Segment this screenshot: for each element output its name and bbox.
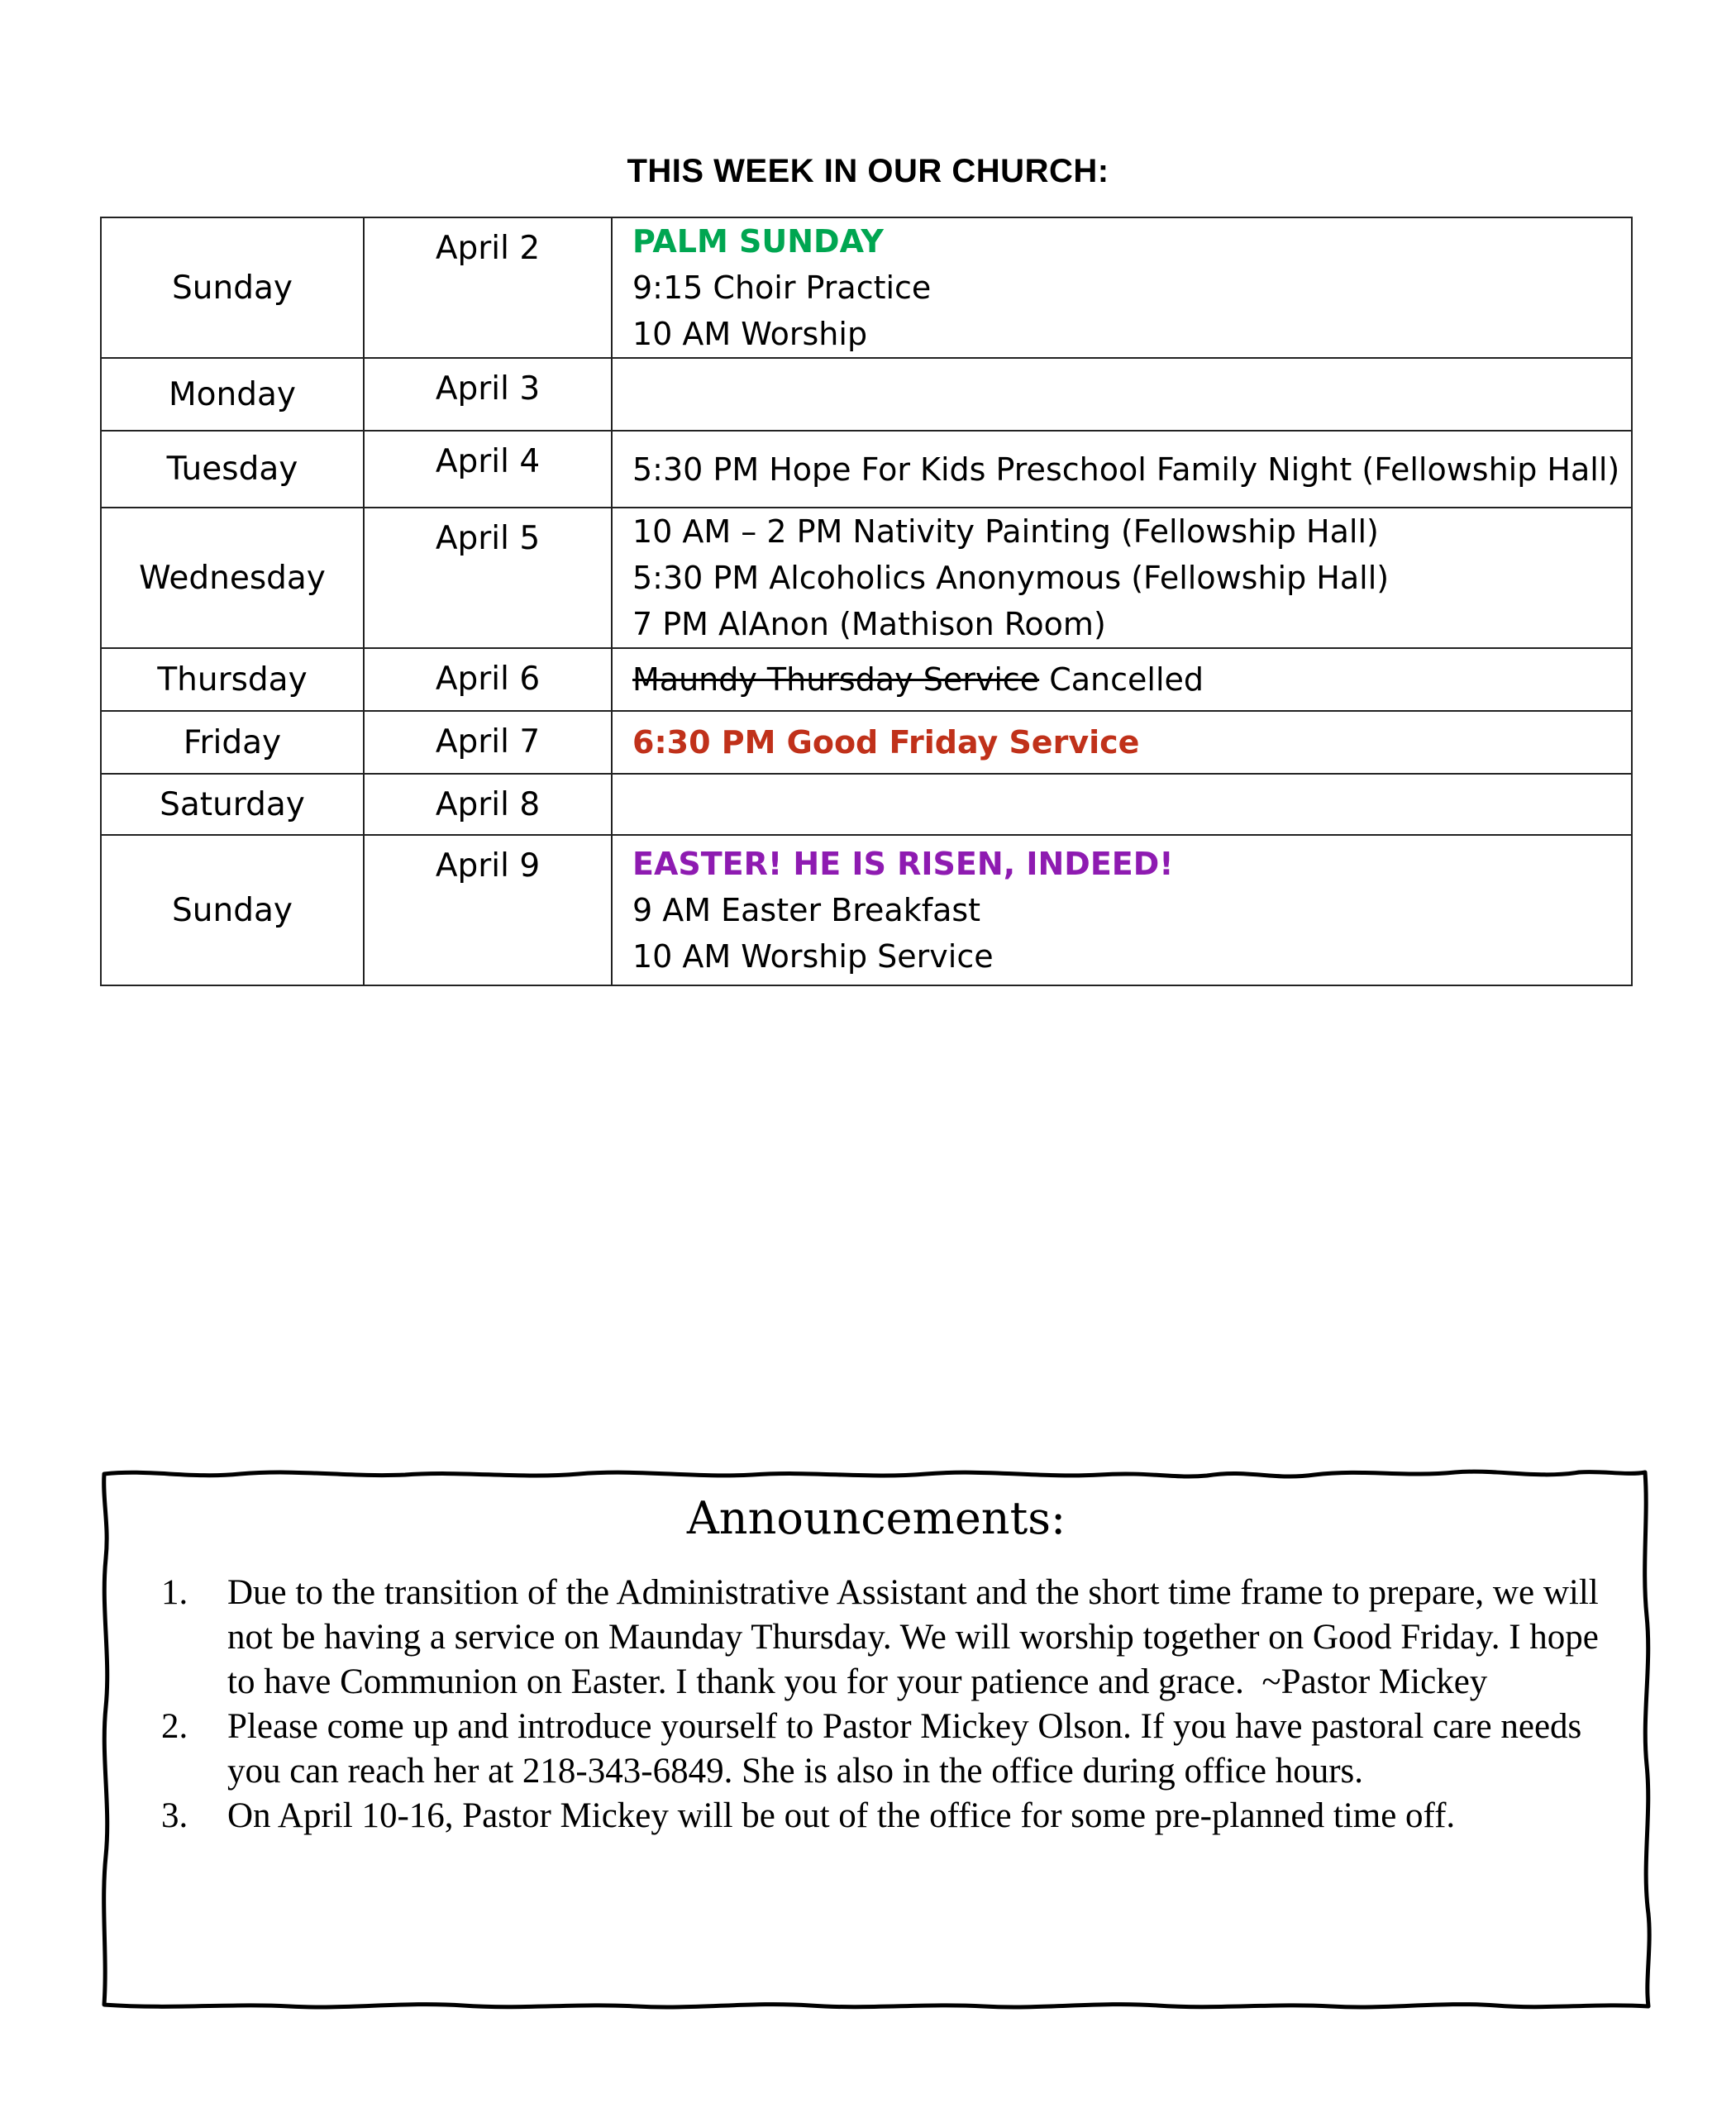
day-cell: Sunday: [101, 835, 364, 985]
announcement-number: 3.: [161, 1796, 188, 1835]
events-cell: [612, 774, 1632, 835]
day-cell: Thursday: [101, 648, 364, 711]
date-label: April 5: [435, 520, 541, 557]
announcement-text: Please come up and introduce yourself to Pastor Mickey Olson. If you have pastoral care needs you can reach her at 218-343-6849. She is also in the office during office hours.: [227, 1707, 1591, 1791]
events-cell: [612, 711, 1632, 774]
date-label: April 8: [435, 786, 541, 823]
schedule-row: [101, 835, 1632, 985]
event-line: 10 AM – 2 PM Nativity Painting (Fellowship Hall): [632, 513, 1379, 550]
event-line: PALM SUNDAY: [632, 223, 884, 260]
announcements-box: [99, 1467, 1653, 2013]
date-label: April 3: [435, 370, 541, 408]
event-line: 9:15 Choir Practice: [632, 269, 932, 306]
events-cell: [612, 835, 1632, 985]
day-cell: Tuesday: [101, 431, 364, 508]
date-label: April 6: [435, 661, 541, 698]
event-line: 9 AM Easter Breakfast: [632, 892, 981, 928]
event-line: EASTER! HE IS RISEN, INDEED!: [632, 846, 1174, 882]
event-line: 10 AM Worship Service: [632, 938, 994, 975]
date-cell: [364, 774, 612, 835]
events-cell: [612, 508, 1632, 648]
announcement-item: [161, 1705, 1616, 1794]
schedule-row: [101, 508, 1632, 648]
date-label: April 2: [435, 230, 541, 267]
schedule-row: [101, 774, 1632, 835]
announcements-title: Announcements:: [686, 1492, 1066, 1544]
day-cell: Sunday: [101, 217, 364, 358]
schedule-row: [101, 431, 1632, 508]
announcement-number: 1.: [161, 1573, 188, 1612]
event-line: 5:30 PM Alcoholics Anonymous (Fellowship Hall): [632, 560, 1390, 596]
weekly-schedule-table: [100, 217, 1633, 986]
date-cell: [364, 711, 612, 774]
page-title: THIS WEEK IN OUR CHURCH:: [627, 153, 1109, 189]
announcement-text: On April 10-16, Pastor Mickey will be out of the office for some pre-planned time off.: [227, 1796, 1456, 1835]
event-line: 7 PM AlAnon (Mathison Room): [632, 606, 1106, 642]
schedule-row: [101, 217, 1632, 358]
event-line: 5:30 PM Hope For Kids Preschool Family Night (Fellowship Hall): [632, 451, 1620, 488]
date-cell: [364, 835, 612, 985]
announcement-item: [161, 1794, 1616, 1839]
event-line: 10 AM Worship: [632, 316, 868, 352]
schedule-row: [101, 648, 1632, 711]
day-cell: Wednesday: [101, 508, 364, 648]
day-cell: Friday: [101, 711, 364, 774]
events-cell: [612, 217, 1632, 358]
announcements-list: [161, 1571, 1616, 1839]
day-cell: Saturday: [101, 774, 364, 835]
date-cell: [364, 431, 612, 508]
announcement-number: 2.: [161, 1707, 188, 1746]
date-label: April 7: [435, 723, 541, 761]
events-cell: [612, 431, 1632, 508]
event-line: 6:30 PM Good Friday Service: [632, 724, 1140, 761]
announcement-item: [161, 1571, 1616, 1705]
date-cell: [364, 508, 612, 648]
date-label: April 4: [435, 443, 541, 480]
date-label: April 9: [435, 847, 541, 885]
schedule-row: [101, 358, 1632, 431]
date-cell: [364, 217, 612, 358]
event-status: Cancelled: [1039, 661, 1204, 698]
event-line: [632, 656, 1631, 703]
events-cell: [612, 358, 1632, 431]
events-cell: [612, 648, 1632, 711]
day-cell: Monday: [101, 358, 364, 431]
announcement-text: Due to the transition of the Administrative Assistant and the short time frame to prepare, we will not be having a service on Maunday Thursday. We will worship together on Good Friday. I hope to have Communion on Easter. I thank you for your patience and grace. ~Pastor Mickey: [227, 1573, 1608, 1701]
cancelled-event-name: Maundy Thursday Service: [632, 661, 1040, 698]
date-cell: [364, 358, 612, 431]
date-cell: [364, 648, 612, 711]
schedule-row: [101, 711, 1632, 774]
